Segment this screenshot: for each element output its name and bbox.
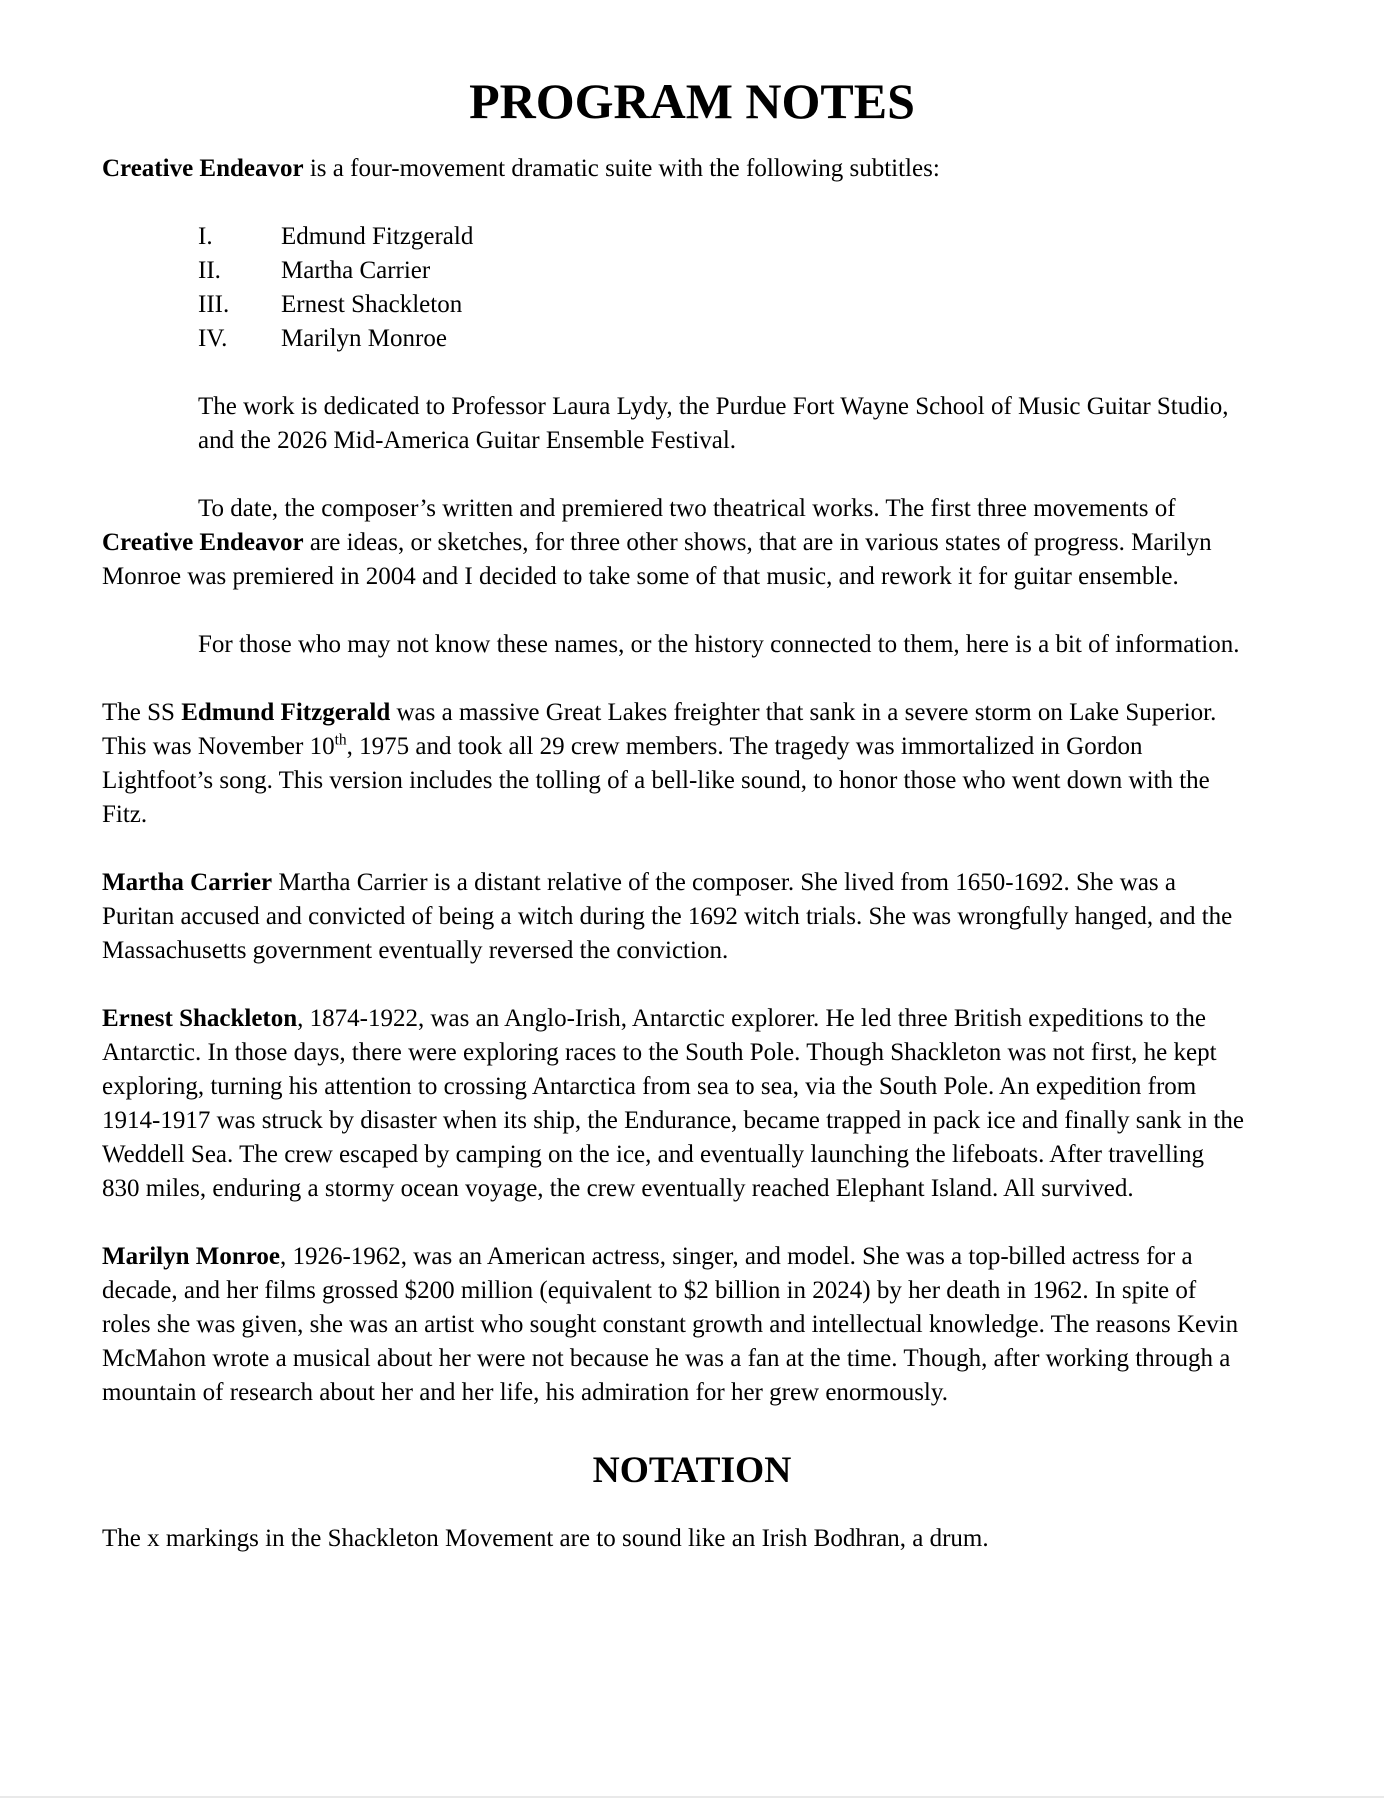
to-date-text-pre: To date, the composer’s written and premiered two theatrical works. The first three movements of — [198, 495, 1176, 522]
movement-item — [102, 254, 1245, 288]
creative-endeavor-bold: Creative Endeavor — [102, 155, 304, 182]
intro-text: is a four-movement dramatic suite with the following subtitles: — [303, 155, 940, 182]
paragraph-martha-carrier — [102, 866, 1245, 968]
marilyn-monroe-text: , 1926-1962, was an American actress, singer, and model. She was a top-billed actress for a decade, and her films grossed $200 million (equivalent to $2 billion in 2024) by her death in 1962. In spite of roles she was given, she was an artist who sought constant growth and intellectual knowledge. The reasons Kevin McMahon wrote a musical about her were not because he was a fan at the time. Though, after working through a mountain of research about her and her life, his admiration for her grew enormously. — [102, 1243, 1239, 1406]
marilyn-monroe-bold: Marilyn Monroe — [102, 1243, 280, 1270]
movement-numeral: I. — [198, 223, 213, 250]
martha-carrier-text: Martha Carrier is a distant relative of the composer. She lived from 1650-1692. She was a Puritan accused and convicted of being a witch during the 1692 witch trials. She was wrongfully hanged, and the Massachusetts government eventually reversed the conviction. — [102, 869, 1233, 964]
paragraph-dedication: The work is dedicated to Professor Laura Lydy, the Purdue Fort Wayne School of Music Guitar Studio, and the 2026 Mid-America Guitar Ensemble Festival. — [198, 393, 1229, 454]
paragraph-fitzgerald — [102, 696, 1245, 832]
fitzgerald-text-post: , 1975 and took all 29 crew members. The tragedy was immortalized in Gordon Lightfoot’s song. This version includes the tolling of a bell-like sound, to honor those who went down with the Fitz. — [102, 733, 1210, 828]
movement-name: Ernest Shackleton — [281, 291, 463, 318]
paragraph-shackleton — [102, 1002, 1245, 1206]
program-notes-heading: PROGRAM NOTES — [469, 73, 915, 129]
martha-carrier-bold: Martha Carrier — [102, 869, 273, 896]
paragraph-intro — [102, 152, 1245, 186]
ernest-shackleton-bold: Ernest Shackleton — [102, 1005, 298, 1032]
movement-numeral: IV. — [198, 325, 228, 352]
paragraph-marilyn-monroe — [102, 1240, 1245, 1410]
fitzgerald-text-mid: was a massive Great Lakes freighter that sank in a severe storm on Lake Superior. This was November 10 — [102, 699, 1217, 760]
creative-endeavor-bold: Creative Endeavor — [102, 529, 304, 556]
movement-name: Marilyn Monroe — [281, 325, 447, 352]
edmund-fitzgerald-bold: Edmund Fitzgerald — [181, 699, 391, 726]
shackleton-text: , 1874-1922, was an Anglo-Irish, Antarctic explorer. He led three British expeditions to the Antarctic. In those days, there were exploring races to the South Pole. Though Shackleton was not first, he kept exploring, turning his attention to crossing Antarctica from sea to sea, via the South Pole. An expedition from 1914-1917 was struck by disaster when its ship, the Endurance, became trapped in pack ice and finally sank in the Weddell Sea. The crew escaped by camping on the ice, and eventually launching the lifeboats. After travelling 830 miles, enduring a stormy ocean voyage, the crew eventually reached Elephant Island. All survived. — [102, 1005, 1245, 1202]
page-bottom-edge — [0, 1796, 1384, 1798]
fitzgerald-text-pre: The SS — [102, 699, 182, 726]
movement-item — [102, 220, 1245, 254]
movement-numeral: III. — [198, 291, 230, 318]
movement-numeral: II. — [198, 257, 221, 284]
movement-name: Edmund Fitzgerald — [281, 223, 474, 250]
movement-item — [102, 322, 1245, 356]
paragraph-for-those: For those who may not know these names, or the history connected to them, here is a bit of information. — [198, 631, 1240, 658]
movement-item — [102, 288, 1245, 322]
ordinal-superscript: th — [334, 731, 347, 749]
movement-list — [102, 220, 1245, 356]
notation-heading: NOTATION — [592, 1450, 792, 1491]
to-date-text-post: are ideas, or sketches, for three other shows, that are in various states of progress. Marilyn Monroe was premiered in 2004 and I decided to take some of that music, and rework it for guitar ensemble. — [102, 529, 1212, 590]
paragraph-to-date — [102, 492, 1245, 594]
movement-name: Martha Carrier — [281, 257, 431, 284]
paragraph-notation-text: The x markings in the Shackleton Movement are to sound like an Irish Bodhran, a drum. — [102, 1525, 989, 1552]
